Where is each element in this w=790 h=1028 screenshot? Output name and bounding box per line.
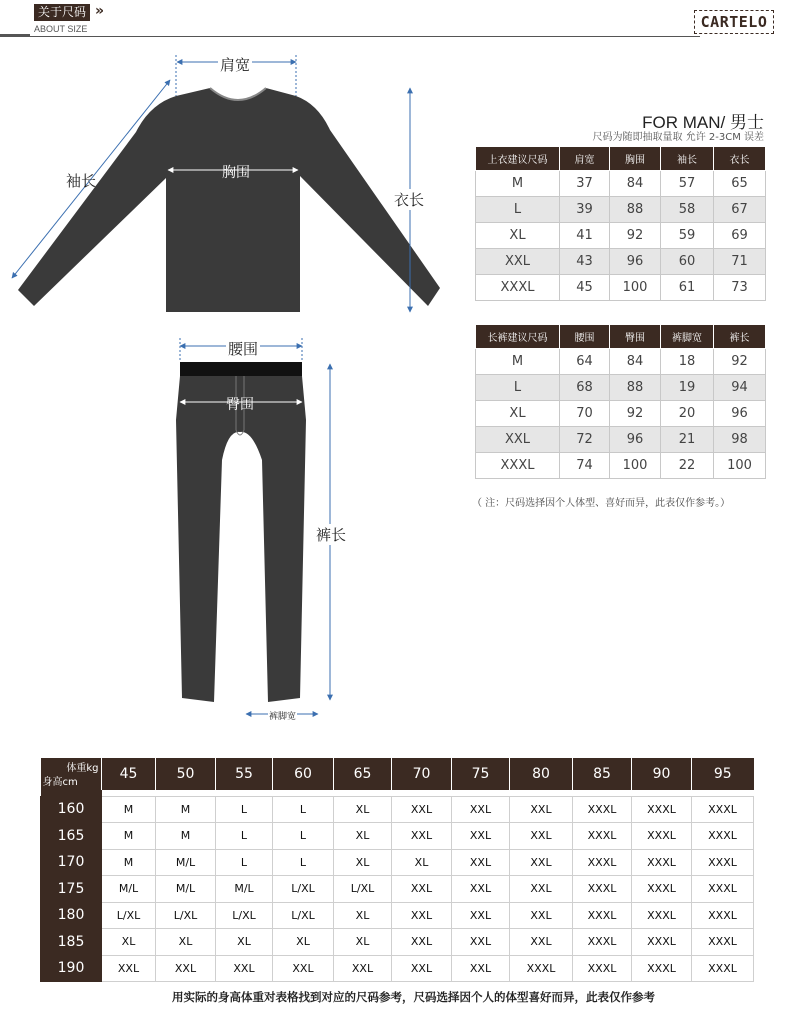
size-cell: M/L bbox=[156, 876, 216, 903]
table-cell: 73 bbox=[714, 275, 766, 301]
table-cell: 58 bbox=[661, 197, 714, 223]
tolerance-note: 尺码为随即抽取量取 允许 2-3CM 误差 bbox=[592, 132, 764, 143]
table-cell: 65 bbox=[714, 171, 766, 197]
chest-label: 胸围 bbox=[222, 165, 250, 181]
size-cell: XL bbox=[156, 929, 216, 956]
table-cell: XL bbox=[476, 401, 560, 427]
table-header-cell: 裤长 bbox=[714, 325, 766, 349]
size-cell: XXL bbox=[102, 955, 156, 982]
table-cell: 94 bbox=[714, 375, 766, 401]
size-cell: L/XL bbox=[216, 902, 273, 929]
table-row bbox=[41, 849, 754, 876]
table-row bbox=[476, 401, 766, 427]
size-cell: XXL bbox=[392, 823, 452, 850]
size-cell: XXL bbox=[392, 876, 452, 903]
height-cell: 185 bbox=[41, 929, 102, 956]
size-cell: L/XL bbox=[102, 902, 156, 929]
size-cell: M bbox=[156, 796, 216, 823]
table-cell: 84 bbox=[610, 171, 661, 197]
table-cell: 92 bbox=[610, 401, 661, 427]
table-row bbox=[41, 823, 754, 850]
size-note: （ 注：尺码选择因个人体型、喜好而异，此表仅作参考。） bbox=[472, 498, 731, 509]
size-cell: XXXL bbox=[692, 796, 754, 823]
table-cell: XXL bbox=[476, 249, 560, 275]
size-cell: XXXL bbox=[632, 796, 692, 823]
table-header-row bbox=[476, 325, 766, 349]
table-cell: 20 bbox=[661, 401, 714, 427]
double-chevron-icon: » bbox=[95, 3, 102, 19]
table-cell: 71 bbox=[714, 249, 766, 275]
size-cell: XXXL bbox=[573, 929, 632, 956]
size-cell: XXXL bbox=[573, 876, 632, 903]
height-axis-label: 身高cm bbox=[42, 777, 78, 788]
size-cell: XXXL bbox=[632, 876, 692, 903]
size-cell: L bbox=[273, 823, 334, 850]
size-cell: XXL bbox=[452, 929, 510, 956]
weight-header: 95 bbox=[692, 758, 754, 790]
weight-header: 45 bbox=[102, 758, 156, 790]
size-cell: L/XL bbox=[273, 876, 334, 903]
table-cell: 88 bbox=[610, 375, 661, 401]
table-cell: 88 bbox=[610, 197, 661, 223]
table-cell: XXL bbox=[476, 427, 560, 453]
table-cell: XXXL bbox=[476, 275, 560, 301]
size-cell: XXL bbox=[392, 929, 452, 956]
size-cell: XXL bbox=[452, 849, 510, 876]
table-cell: 100 bbox=[610, 275, 661, 301]
size-cell: XXL bbox=[156, 955, 216, 982]
table-header-cell: 胸围 bbox=[610, 147, 661, 171]
table-row bbox=[476, 427, 766, 453]
size-cell: XL bbox=[334, 902, 392, 929]
height-cell: 175 bbox=[41, 876, 102, 903]
table-cell: 96 bbox=[610, 427, 661, 453]
table-row bbox=[41, 929, 754, 956]
table-cell: 43 bbox=[560, 249, 610, 275]
table-cell: 41 bbox=[560, 223, 610, 249]
size-cell: XXL bbox=[452, 876, 510, 903]
pants-size-table bbox=[475, 324, 766, 479]
table-cell: 37 bbox=[560, 171, 610, 197]
height-cell: 180 bbox=[41, 902, 102, 929]
weight-header: 60 bbox=[273, 758, 334, 790]
size-cell: XXL bbox=[510, 876, 573, 903]
section-subtitle: ABOUT SIZE bbox=[34, 24, 88, 34]
height-cell: 190 bbox=[41, 955, 102, 982]
table-header-cell: 袖长 bbox=[661, 147, 714, 171]
size-cell: M/L bbox=[216, 876, 273, 903]
table-cell: XXXL bbox=[476, 453, 560, 479]
table-cell: XL bbox=[476, 223, 560, 249]
table-row bbox=[476, 349, 766, 375]
table-cell: 70 bbox=[560, 401, 610, 427]
weight-header: 65 bbox=[334, 758, 392, 790]
size-cell: XXL bbox=[510, 849, 573, 876]
section-title: 关于尺码 bbox=[34, 4, 90, 21]
size-cell: L bbox=[273, 796, 334, 823]
table-cell: 61 bbox=[661, 275, 714, 301]
brand-logo: CARTELO bbox=[694, 10, 774, 34]
table-header-cell: 腰围 bbox=[560, 325, 610, 349]
size-cell: XXXL bbox=[692, 902, 754, 929]
weight-header: 75 bbox=[452, 758, 510, 790]
table-row bbox=[41, 902, 754, 929]
weight-header: 55 bbox=[216, 758, 273, 790]
size-cell: XL bbox=[216, 929, 273, 956]
table-cell: 100 bbox=[610, 453, 661, 479]
size-cell: XXL bbox=[510, 902, 573, 929]
table-cell: 96 bbox=[610, 249, 661, 275]
table-cell: 92 bbox=[610, 223, 661, 249]
size-cell: M/L bbox=[102, 876, 156, 903]
size-cell: XXL bbox=[392, 955, 452, 982]
size-cell: XXXL bbox=[692, 955, 754, 982]
table-cell: 59 bbox=[661, 223, 714, 249]
table-cell: 68 bbox=[560, 375, 610, 401]
table-header-cell: 肩宽 bbox=[560, 147, 610, 171]
size-cell: XXL bbox=[452, 823, 510, 850]
size-cell: XXXL bbox=[692, 849, 754, 876]
weight-header: 70 bbox=[392, 758, 452, 790]
size-cell: XXXL bbox=[632, 929, 692, 956]
pants-shape bbox=[176, 376, 306, 702]
size-cell: XXL bbox=[273, 955, 334, 982]
table-cell: 64 bbox=[560, 349, 610, 375]
table-row bbox=[476, 453, 766, 479]
table-cell: L bbox=[476, 197, 560, 223]
table-cell: 19 bbox=[661, 375, 714, 401]
corner-cell bbox=[41, 758, 102, 790]
size-cell: L/XL bbox=[156, 902, 216, 929]
table-cell: 96 bbox=[714, 401, 766, 427]
size-cell: XXXL bbox=[573, 796, 632, 823]
size-cell: L bbox=[216, 796, 273, 823]
table-row bbox=[476, 275, 766, 301]
shoulder-label: 肩宽 bbox=[220, 56, 251, 74]
size-cell: XXL bbox=[392, 902, 452, 929]
size-cell: XXXL bbox=[692, 823, 754, 850]
table-header-row bbox=[41, 758, 754, 790]
size-cell: L bbox=[216, 849, 273, 876]
table-cell: 84 bbox=[610, 349, 661, 375]
size-cell: M bbox=[102, 849, 156, 876]
size-cell: XXL bbox=[216, 955, 273, 982]
garment-illustration bbox=[0, 0, 470, 730]
size-cell: XXL bbox=[452, 955, 510, 982]
hip-label: 臀围 bbox=[226, 397, 254, 413]
size-cell: XXL bbox=[510, 823, 573, 850]
table-row bbox=[476, 171, 766, 197]
size-cell: XXXL bbox=[573, 955, 632, 982]
size-cell: XL bbox=[334, 796, 392, 823]
table-row bbox=[41, 796, 754, 823]
size-cell: XXXL bbox=[632, 823, 692, 850]
table-cell: L bbox=[476, 375, 560, 401]
size-cell: XXXL bbox=[510, 955, 573, 982]
size-cell: XXXL bbox=[573, 902, 632, 929]
size-cell: XL bbox=[334, 849, 392, 876]
weight-header: 90 bbox=[632, 758, 692, 790]
size-cell: XXL bbox=[452, 902, 510, 929]
shirt-shape bbox=[18, 88, 440, 312]
table-row bbox=[41, 955, 754, 982]
table-header-cell: 裤脚宽 bbox=[661, 325, 714, 349]
table-cell: 92 bbox=[714, 349, 766, 375]
table-row bbox=[476, 375, 766, 401]
table-cell: 21 bbox=[661, 427, 714, 453]
table-cell: 45 bbox=[560, 275, 610, 301]
table-cell: 57 bbox=[661, 171, 714, 197]
table-cell: M bbox=[476, 171, 560, 197]
size-cell: M/L bbox=[156, 849, 216, 876]
height-cell: 170 bbox=[41, 849, 102, 876]
size-cell: L bbox=[273, 849, 334, 876]
table-cell: 69 bbox=[714, 223, 766, 249]
table-cell: 100 bbox=[714, 453, 766, 479]
table-header-cell: 衣长 bbox=[714, 147, 766, 171]
table-cell: 98 bbox=[714, 427, 766, 453]
size-cell: XXXL bbox=[692, 929, 754, 956]
top-size-table bbox=[475, 146, 766, 301]
table-cell: 67 bbox=[714, 197, 766, 223]
size-cell: XXXL bbox=[692, 876, 754, 903]
table-row bbox=[41, 876, 754, 903]
size-cell: L/XL bbox=[273, 902, 334, 929]
table-row bbox=[476, 197, 766, 223]
size-cell: XXL bbox=[392, 796, 452, 823]
size-cell: XXL bbox=[510, 929, 573, 956]
weight-header: 50 bbox=[156, 758, 216, 790]
size-cell: XL bbox=[392, 849, 452, 876]
table-cell: 39 bbox=[560, 197, 610, 223]
for-man-title: FOR MAN/ 男士 bbox=[642, 113, 764, 132]
size-cell: XL bbox=[334, 823, 392, 850]
leg-opening-label: 裤脚宽 bbox=[268, 709, 297, 722]
table-cell: 18 bbox=[661, 349, 714, 375]
weight-header: 80 bbox=[510, 758, 573, 790]
table-cell: M bbox=[476, 349, 560, 375]
size-cell: XXXL bbox=[573, 849, 632, 876]
size-cell: XL bbox=[102, 929, 156, 956]
table-cell: 60 bbox=[661, 249, 714, 275]
size-cell: M bbox=[102, 796, 156, 823]
table-cell: 72 bbox=[560, 427, 610, 453]
size-cell: XXXL bbox=[632, 955, 692, 982]
size-cell: XXL bbox=[452, 796, 510, 823]
size-cell: XXL bbox=[510, 796, 573, 823]
sleeve-label: 袖长 bbox=[66, 172, 97, 190]
length-label: 衣长 bbox=[394, 191, 425, 209]
size-cell: XXXL bbox=[632, 849, 692, 876]
weight-axis-label: 体重kg bbox=[66, 763, 99, 774]
height-weight-table bbox=[40, 758, 754, 982]
size-cell: M bbox=[102, 823, 156, 850]
size-cell: XL bbox=[334, 929, 392, 956]
table-header-cell: 长裤建议尺码 bbox=[476, 325, 560, 349]
table-cell: 74 bbox=[560, 453, 610, 479]
table-header-cell: 上衣建议尺码 bbox=[476, 147, 560, 171]
size-cell: L bbox=[216, 823, 273, 850]
height-cell: 165 bbox=[41, 823, 102, 850]
waist-label: 腰围 bbox=[228, 340, 259, 358]
size-cell: L/XL bbox=[334, 876, 392, 903]
size-cell: XXXL bbox=[632, 902, 692, 929]
footer-note: 用实际的身高体重对表格找到对应的尺码参考，尺码选择因个人的体型喜好而异，此表仅作参考 bbox=[172, 990, 655, 1004]
table-cell: 22 bbox=[661, 453, 714, 479]
size-cell: XL bbox=[273, 929, 334, 956]
size-cell: XXXL bbox=[573, 823, 632, 850]
height-cell: 160 bbox=[41, 796, 102, 823]
table-header-row bbox=[476, 147, 766, 171]
weight-header: 85 bbox=[573, 758, 632, 790]
size-cell: M bbox=[156, 823, 216, 850]
table-row bbox=[476, 249, 766, 275]
table-row bbox=[476, 223, 766, 249]
pants-length-label: 裤长 bbox=[316, 526, 347, 544]
size-cell: XXL bbox=[334, 955, 392, 982]
waistband bbox=[180, 362, 302, 376]
table-header-cell: 臀围 bbox=[610, 325, 661, 349]
